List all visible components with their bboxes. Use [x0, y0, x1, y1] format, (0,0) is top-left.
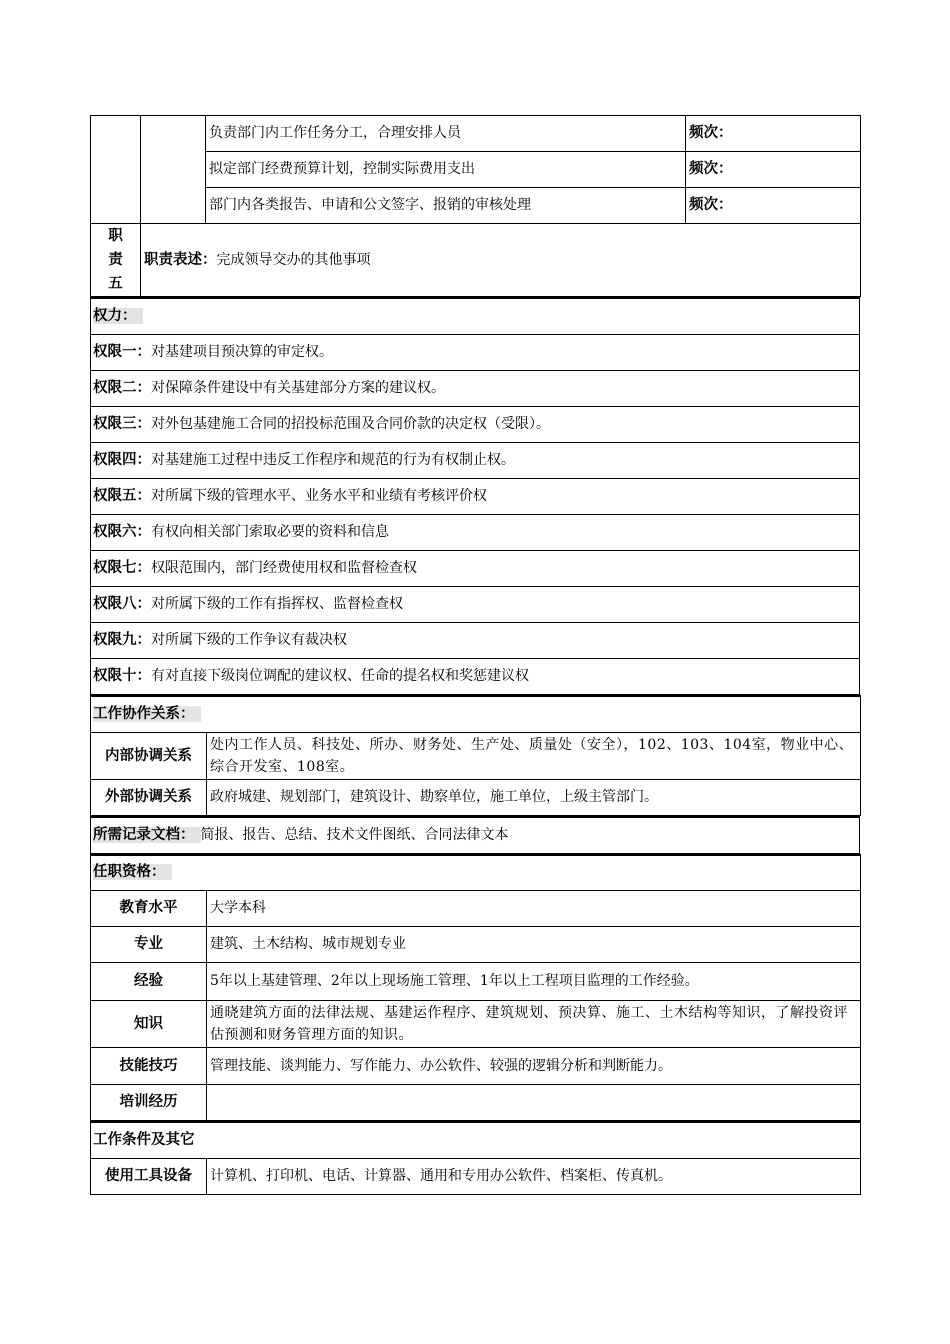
qualification-text: 通晓建筑方面的法律法规、基建运作程序、建筑规划、预决算、施工、土木结构等知识，了解投资评估预测和财务管理方面的知识。: [207, 1001, 861, 1048]
qualification-header-row: [91, 855, 861, 891]
qualification-label: 专业: [91, 927, 207, 963]
authority-text: 对所属下级的管理水平、业务水平和业绩有考核评价权: [151, 487, 487, 504]
qualification-row: [91, 927, 861, 963]
tools-text: 计算机、打印机、电话、计算器、通用和专用办公软件、档案柜、传真机。: [207, 1158, 861, 1194]
duty-description-label: 职责表述：: [144, 251, 217, 268]
conditions-title: 工作条件及其它: [93, 1131, 195, 1148]
duty-row: [91, 188, 861, 224]
authority-table: [90, 297, 860, 695]
qualification-text: 5年以上基建管理、2年以上现场施工管理、1年以上工程项目监理的工作经验。: [207, 963, 861, 1001]
conditions-header-row: [91, 1122, 861, 1158]
records-text: 简报、报告、总结、技术文件图纸、合同法律文本: [200, 826, 509, 843]
tools-row: [91, 1158, 861, 1194]
internal-cooperation-label: 内部协调关系: [91, 733, 207, 780]
duties-table: [90, 115, 861, 297]
cooperation-title: 工作协作关系：: [93, 706, 201, 722]
authority-label: 权限十：: [93, 667, 151, 684]
external-cooperation-label: 外部协调关系: [91, 780, 207, 816]
authority-item: [91, 334, 860, 370]
duty-row: [91, 116, 861, 152]
authority-item: [91, 370, 860, 406]
duty-five-char: 责: [108, 252, 123, 268]
authority-text: 对基建施工过程中违反工作程序和规范的行为有权制止权。: [151, 451, 515, 468]
authority-item: [91, 622, 860, 658]
authority-text: 对基建项目预决算的审定权。: [151, 343, 333, 360]
duty-five-char: 五: [108, 276, 123, 292]
internal-cooperation-row: [91, 733, 861, 780]
duty-row: [91, 152, 861, 188]
authority-text: 对外包基建施工合同的招投标范围及合同价款的决定权（受限）。: [151, 415, 550, 432]
qualification-row: [91, 1085, 861, 1121]
qualification-row: [91, 1001, 861, 1048]
duty-description-text: 完成领导交办的其他事项: [216, 251, 371, 268]
authority-label: 权限五：: [93, 487, 151, 504]
authority-item: [91, 658, 860, 694]
authority-text: 对所属下级的工作争议有裁决权: [151, 631, 347, 648]
authority-item: [91, 442, 860, 478]
records-table: [90, 816, 860, 854]
records-row: [91, 817, 860, 853]
authority-text: 权限范围内，部门经费使用权和监督检查权: [151, 559, 417, 576]
qualification-text: 管理技能、谈判能力、写作能力、办公软件、较强的逻辑分析和判断能力。: [207, 1048, 861, 1085]
qualification-row: [91, 891, 861, 927]
duty-five-row: [91, 224, 861, 297]
duty-five-char: 职: [108, 228, 123, 244]
duty-category-cell: [141, 116, 206, 224]
duty-frequency: 频次：: [686, 116, 861, 152]
internal-cooperation-text: 处内工作人员、科技处、所办、财务处、生产处、质量处（安全），102、103、104室，物业中心、综合开发室、108室。: [207, 733, 861, 780]
authority-item: [91, 550, 860, 586]
authority-label: 权限七：: [93, 559, 151, 576]
duty-frequency: 频次：: [686, 152, 861, 188]
authority-label: 权限二：: [93, 379, 151, 396]
authority-label: 权限九：: [93, 631, 151, 648]
duty-five-label: [91, 224, 141, 297]
external-cooperation-row: [91, 780, 861, 816]
records-label: 所需记录文档：: [93, 827, 201, 843]
authority-header-row: [91, 298, 860, 334]
authority-label: 权限四：: [93, 451, 151, 468]
qualification-label: 教育水平: [91, 891, 207, 927]
authority-label: 权限三：: [93, 415, 151, 432]
cooperation-header-row: [91, 696, 861, 733]
qualification-text: 大学本科: [207, 891, 861, 927]
authority-text: 对保障条件建设中有关基建部分方案的建议权。: [151, 379, 445, 396]
authority-item: [91, 586, 860, 622]
authority-item: [91, 478, 860, 514]
authority-label: 权限六：: [93, 523, 151, 540]
authority-label: 权限一：: [93, 343, 151, 360]
authority-item: [91, 406, 860, 442]
qualification-label: 知识: [91, 1001, 207, 1048]
authority-title: 权力：: [93, 308, 143, 324]
qualification-label: 技能技巧: [91, 1048, 207, 1085]
duty-task-text: 拟定部门经费预算计划，控制实际费用支出: [206, 152, 686, 188]
duty-task-text: 负责部门内工作任务分工，合理安排人员: [206, 116, 686, 152]
duty-number-cell: [91, 116, 141, 224]
qualification-row: [91, 1048, 861, 1085]
tools-label: 使用工具设备: [91, 1158, 207, 1194]
qualification-label: 经验: [91, 963, 207, 1001]
conditions-table: [90, 1121, 861, 1195]
qualification-text: [207, 1085, 861, 1121]
qualification-text: 建筑、土木结构、城市规划专业: [207, 927, 861, 963]
qualification-table: [90, 854, 861, 1122]
duty-frequency: 频次：: [686, 188, 861, 224]
authority-text: 有对直接下级岗位调配的建议权、任命的提名权和奖惩建议权: [151, 667, 529, 684]
qualification-title: 任职资格：: [93, 864, 172, 880]
duty-task-text: 部门内各类报告、申请和公文签字、报销的审核处理: [206, 188, 686, 224]
job-description-document: [90, 115, 860, 1195]
cooperation-table: [90, 695, 861, 817]
external-cooperation-text: 政府城建、规划部门，建筑设计、勘察单位，施工单位，上级主管部门。: [207, 780, 861, 816]
authority-item: [91, 514, 860, 550]
authority-label: 权限八：: [93, 595, 151, 612]
authority-text: 有权向相关部门索取必要的资料和信息: [151, 523, 389, 540]
qualification-row: [91, 963, 861, 1001]
authority-text: 对所属下级的工作有指挥权、监督检查权: [151, 595, 403, 612]
duty-five-description: [141, 224, 861, 297]
qualification-label: 培训经历: [91, 1085, 207, 1121]
